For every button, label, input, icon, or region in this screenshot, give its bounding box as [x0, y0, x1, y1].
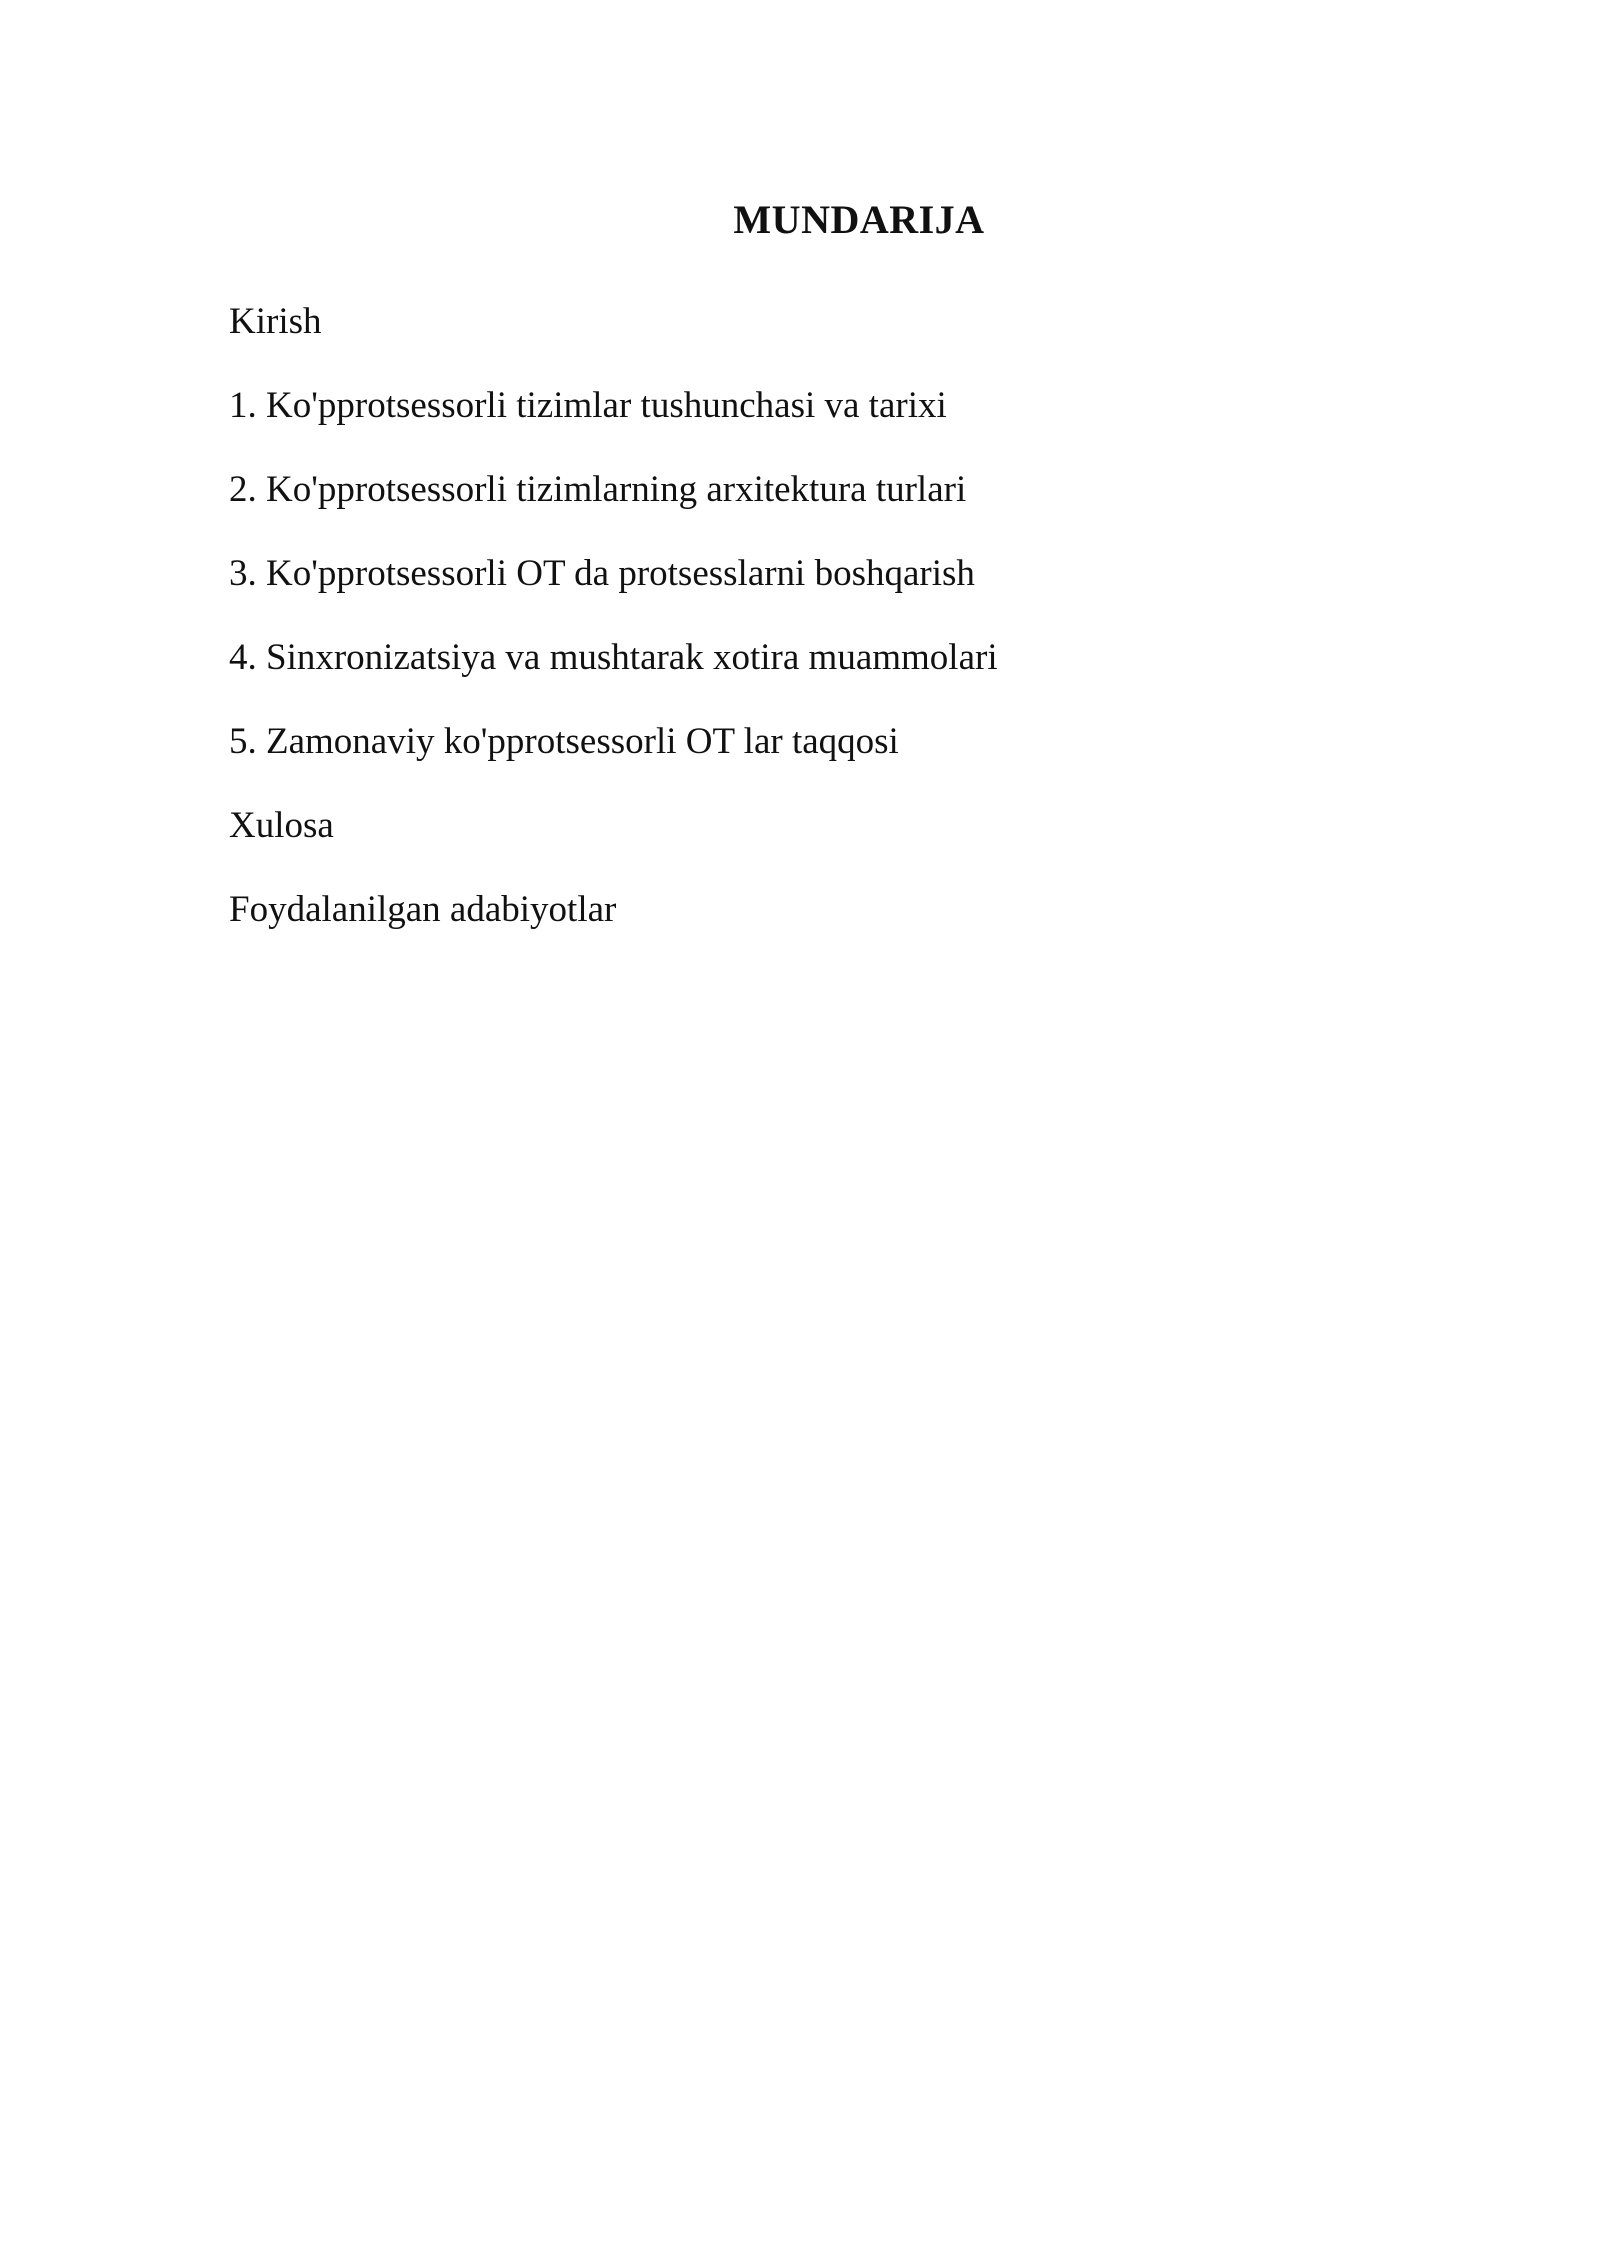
toc-item-references: Foydalanilgan adabiyotlar	[229, 889, 617, 930]
toc-item-chapter-5: 5. Zamonaviy ko'pprotsessorli OT lar taqqosi	[229, 721, 899, 762]
table-of-contents	[229, 300, 998, 972]
page-title: MUNDARIJA	[733, 197, 985, 242]
toc-item-introduction: Kirish	[229, 301, 322, 342]
toc-item-chapter-1: 1. Ko'pprotsessorli tizimlar tushunchasi va tarixi	[229, 385, 947, 426]
toc-item-conclusion: Xulosa	[229, 805, 334, 846]
toc-item-chapter-3: 3. Ko'pprotsessorli OT da protsesslarni boshqarish	[229, 553, 975, 594]
toc-item-chapter-2: 2. Ko'pprotsessorli tizimlarning arxitektura turlari	[229, 469, 967, 510]
toc-item-chapter-4: 4. Sinxronizatsiya va mushtarak xotira muammolari	[229, 637, 998, 678]
